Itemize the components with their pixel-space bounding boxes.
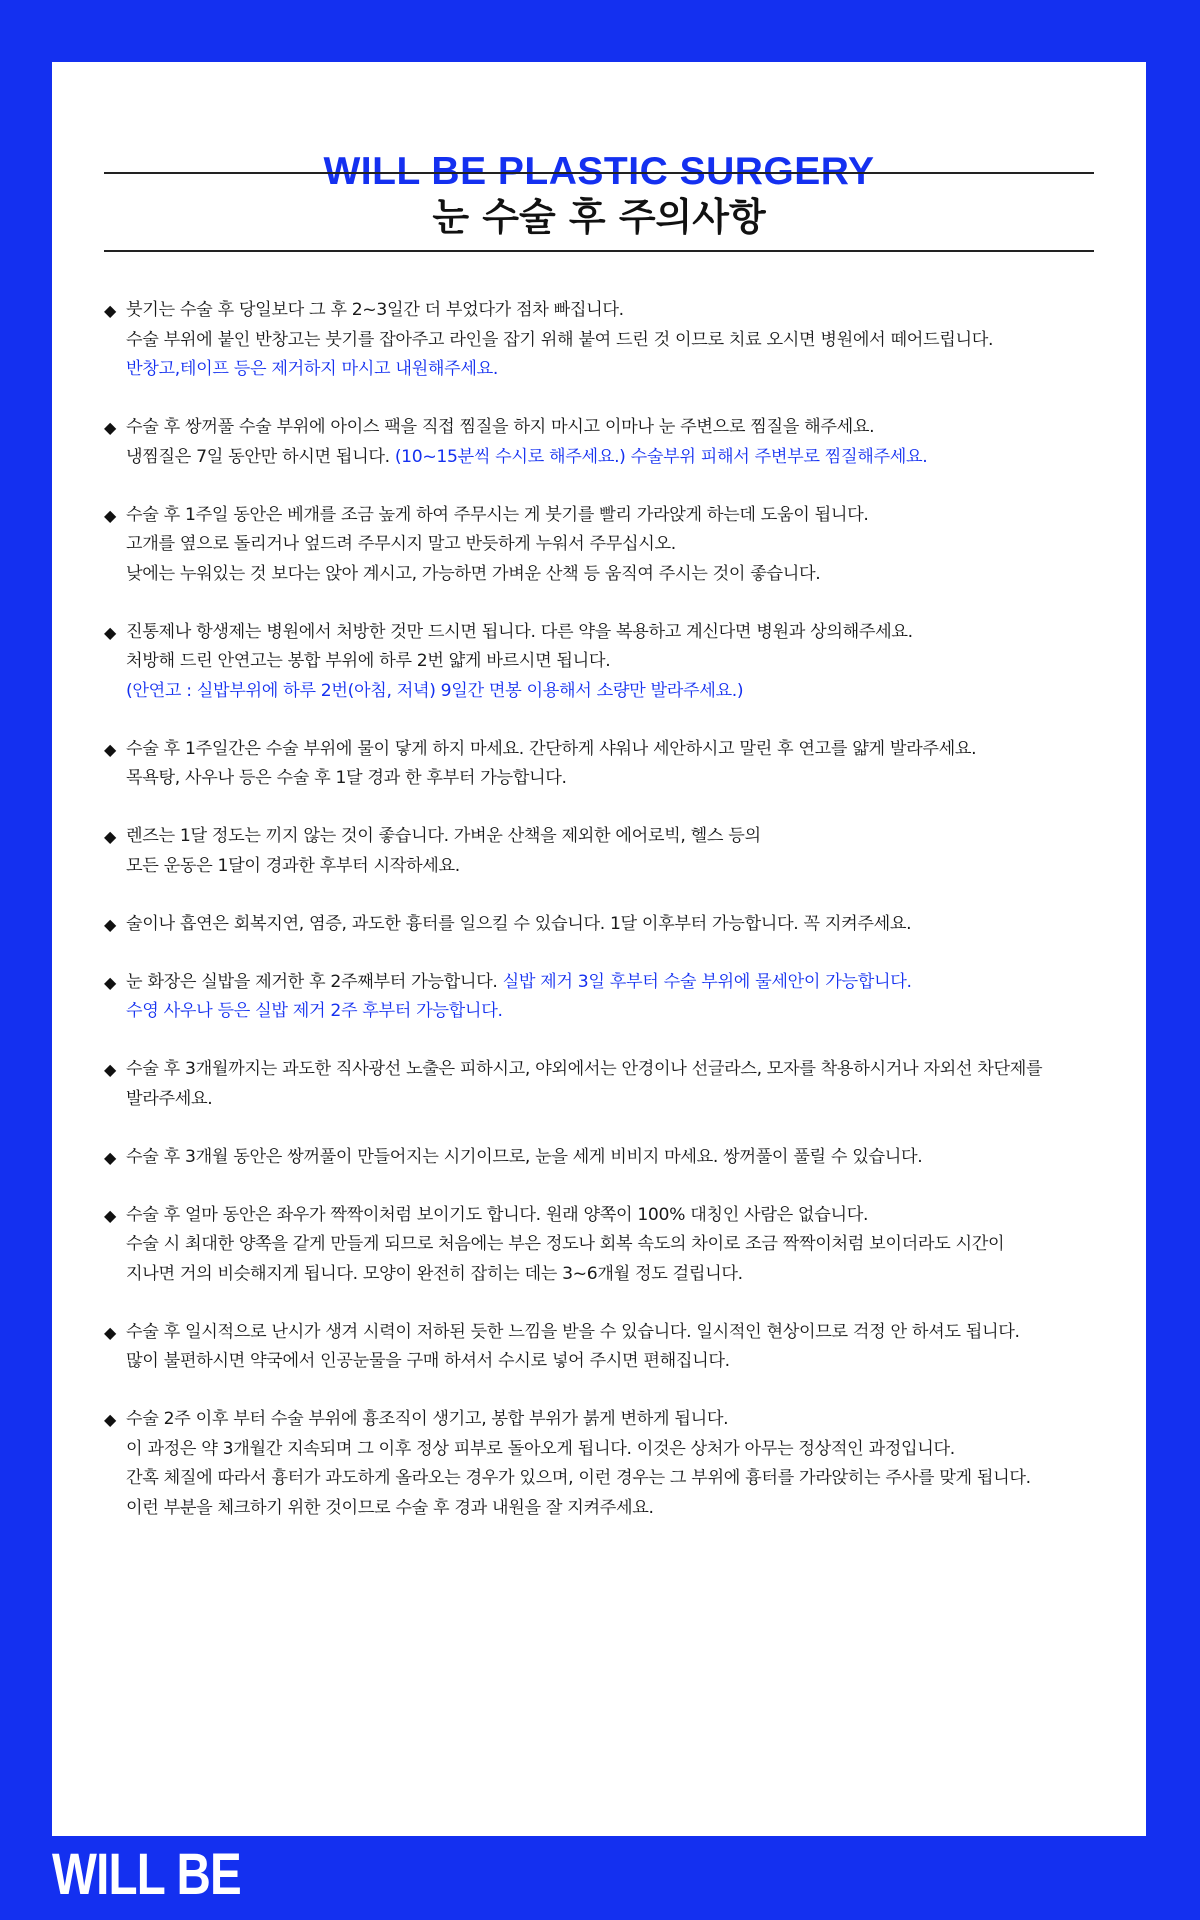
diamond-bullet-icon: ◆: [104, 1060, 117, 1079]
instruction-line: [126, 910, 1104, 940]
instruction-text: 붓기는 수술 후 당일보다 그 후 2~3일간 더 부었다가 점차 빠집니다.: [126, 300, 624, 320]
instruction-item: [104, 1405, 1104, 1523]
instruction-text: 이런 부분을 체크하기 위한 것이므로 수술 후 경과 내원을 잘 지켜주세요.: [126, 1497, 654, 1518]
instruction-item: [104, 822, 1104, 881]
highlighted-text: 반창고,테이프 등은 제거하지 마시고 내원해주세요.: [126, 359, 498, 379]
instruction-line: [126, 413, 1104, 443]
instruction-text: 발라주세요.: [126, 1088, 213, 1109]
diamond-bullet-icon: ◆: [104, 914, 117, 934]
instruction-line: [126, 1143, 1104, 1173]
title-divider-top: [104, 172, 1094, 174]
instruction-text: 수술 2주 이후 부터 수술 부위에 흉조직이 생기고, 봉합 부위가 붉게 변하게 됩니다.: [126, 1409, 729, 1429]
footer-logo: WILL BE: [52, 1842, 241, 1907]
instruction-line: [126, 968, 1104, 998]
instruction-text: 수술 후 쌍꺼풀 수술 부위에 아이스 팩을 직접 찜질을 하지 마시고 이마나 눈 주변으로 찜질을 해주세요.: [126, 417, 875, 437]
instruction-line: [126, 1085, 1104, 1115]
highlighted-text: (10~15분씩 수시로 해주세요.) 수술부위 피해서 주변부로 찜질해주세요.: [394, 446, 928, 467]
instruction-text: 목욕탕, 사우나 등은 수술 후 1달 경과 한 후부터 가능합니다.: [126, 768, 567, 788]
diamond-bullet-icon: ◆: [104, 1322, 117, 1342]
diamond-bullet-icon: ◆: [104, 418, 117, 437]
diamond-bullet-icon: ◆: [104, 505, 117, 525]
instruction-text: 수술 후 1주일 동안은 베개를 조금 높게 하여 주무시는 게 붓기를 빨리 가라앉게 하는데 도움이 됩니다.: [126, 504, 869, 525]
instruction-line: [126, 822, 1104, 852]
instruction-item: [104, 413, 1104, 472]
instruction-text: 수술 부위에 붙인 반창고는 붓기를 잡아주고 라인을 잡기 위해 붙여 드린 것 이므로 치료 오시면 병원에서 떼어드립니다.: [126, 329, 994, 350]
instruction-line: [126, 764, 1104, 794]
instruction-list: [104, 296, 1104, 1552]
instruction-item: [104, 1055, 1104, 1114]
diamond-bullet-icon: ◆: [104, 301, 117, 320]
instruction-line: [126, 355, 1104, 385]
instruction-line: [126, 1347, 1104, 1377]
instruction-line: [126, 443, 1104, 473]
instruction-text: 수술 후 3개월 동안은 쌍꺼풀이 만들어지는 시기이므로, 눈을 세게 비비지 마세요. 쌍꺼풀이 풀릴 수 있습니다.: [126, 1146, 923, 1167]
instruction-line: [126, 677, 1104, 707]
title-divider-bottom: [104, 250, 1094, 252]
instruction-item: [104, 1201, 1104, 1290]
instruction-item: [104, 1318, 1104, 1377]
instruction-text: 눈 화장은 실밥을 제거한 후 2주째부터 가능합니다.: [126, 971, 503, 992]
highlighted-text: (안연고 : 실밥부위에 하루 2번(아침, 저녁) 9일간 면봉 이용해서 소량만 발라주세요.): [126, 680, 744, 701]
instruction-line: [126, 647, 1104, 677]
instruction-line: [126, 1405, 1104, 1435]
instruction-line: [126, 852, 1104, 882]
instruction-text: 고개를 옆으로 돌리거나 엎드려 주무시지 말고 반듯하게 누워서 주무십시오.: [126, 534, 676, 554]
instruction-text: 많이 불편하시면 약국에서 인공눈물을 구매 하셔서 수시로 넣어 주시면 편해집니다.: [126, 1351, 730, 1371]
instruction-text: 지나면 거의 비슷해지게 됩니다. 모양이 완전히 잡히는 데는 3~6개월 정도 걸립니다.: [126, 1263, 743, 1284]
instruction-text: 수술 후 3개월까지는 과도한 직사광선 노출은 피하시고, 야외에서는 안경이나 선글라스, 모자를 착용하시거나 자외선 차단제를: [126, 1059, 1043, 1079]
diamond-bullet-icon: ◆: [104, 1147, 117, 1167]
diamond-bullet-icon: ◆: [104, 739, 117, 759]
instruction-line: [126, 1055, 1104, 1085]
instruction-text: 수술 시 최대한 양쪽을 같게 만들게 되므로 처음에는 부은 정도나 회복 속도의 차이로 조금 짝짝이처럼 보이더라도 시간이: [126, 1234, 1005, 1254]
instruction-item: [104, 910, 1104, 940]
instruction-line: [126, 735, 1104, 765]
instruction-text: 술이나 흡연은 회복지연, 염증, 과도한 흉터를 일으킬 수 있습니다. 1달 이후부터 가능합니다. 꼭 지켜주세요.: [126, 913, 912, 934]
diamond-bullet-icon: ◆: [104, 622, 117, 642]
instruction-line: [126, 1201, 1104, 1231]
instruction-line: [126, 1318, 1104, 1348]
document-panel: [52, 62, 1146, 1836]
instruction-item: [104, 735, 1104, 794]
instruction-item: [104, 296, 1104, 385]
instruction-line: [126, 1494, 1104, 1524]
diamond-bullet-icon: ◆: [104, 972, 117, 992]
instruction-line: [126, 1435, 1104, 1465]
instruction-item: [104, 501, 1104, 590]
instruction-text: 수술 후 일시적으로 난시가 생겨 시력이 저하된 듯한 느낌을 받을 수 있습니다. 일시적인 현상이므로 걱정 안 하셔도 됩니다.: [126, 1321, 1020, 1342]
instruction-line: [126, 1464, 1104, 1494]
instruction-line: [126, 326, 1104, 356]
instruction-text: 수술 후 얼마 동안은 좌우가 짝짝이처럼 보이기도 합니다. 원래 양쪽이 100% 대칭인 사람은 없습니다.: [126, 1204, 869, 1225]
brand-title: WILL BE PLASTIC SURGERY: [323, 150, 875, 193]
instruction-text: 간혹 체질에 따라서 흉터가 과도하게 올라오는 경우가 있으며, 이런 경우는 그 부위에 흉터를 가라앉히는 주사를 맞게 됩니다.: [126, 1468, 1031, 1488]
instruction-line: [126, 560, 1104, 590]
diamond-bullet-icon: ◆: [104, 1205, 117, 1225]
instruction-line: [126, 296, 1104, 326]
highlighted-text: 수영 사우나 등은 실밥 제거 2주 후부터 가능합니다.: [126, 1001, 503, 1021]
instruction-line: [126, 618, 1104, 648]
instruction-line: [126, 501, 1104, 531]
instruction-text: 이 과정은 약 3개월간 지속되며 그 이후 정상 피부로 돌아오게 됩니다. 이것은 상처가 아무는 정상적인 과정입니다.: [126, 1438, 955, 1459]
diamond-bullet-icon: ◆: [104, 827, 117, 846]
instruction-line: [126, 530, 1104, 560]
instruction-item: [104, 1143, 1104, 1173]
instruction-text: 렌즈는 1달 정도는 끼지 않는 것이 좋습니다. 가벼운 산책을 제외한 에어로빅, 헬스 등의: [126, 826, 761, 846]
instruction-text: 진통제나 항생제는 병원에서 처방한 것만 드시면 됩니다. 다른 약을 복용하고 계신다면 병원과 상의해주세요.: [126, 621, 913, 642]
instruction-text: 모든 운동은 1달이 경과한 후부터 시작하세요.: [126, 855, 460, 876]
instruction-line: [126, 997, 1104, 1027]
highlighted-text: 실밥 제거 3일 후부터 수술 부위에 물세안이 가능합니다.: [502, 971, 912, 992]
instruction-text: 냉찜질은 7일 동안만 하시면 됩니다.: [126, 446, 395, 467]
instruction-line: [126, 1230, 1104, 1260]
instruction-text: 수술 후 1주일간은 수술 부위에 물이 닿게 하지 마세요. 간단하게 샤워나 세안하시고 말린 후 연고를 얇게 발라주세요.: [126, 738, 977, 759]
instruction-text: 낮에는 누워있는 것 보다는 앉아 계시고, 가능하면 가벼운 산책 등 움직여 주시는 것이 좋습니다.: [126, 563, 821, 584]
page-title: 눈 수술 후 주의사항: [432, 195, 766, 239]
instruction-item: [104, 968, 1104, 1027]
instruction-line: [126, 1260, 1104, 1290]
diamond-bullet-icon: ◆: [104, 1410, 117, 1429]
instruction-text: 처방해 드린 안연고는 봉합 부위에 하루 2번 얇게 바르시면 됩니다.: [126, 651, 611, 671]
instruction-item: [104, 618, 1104, 707]
